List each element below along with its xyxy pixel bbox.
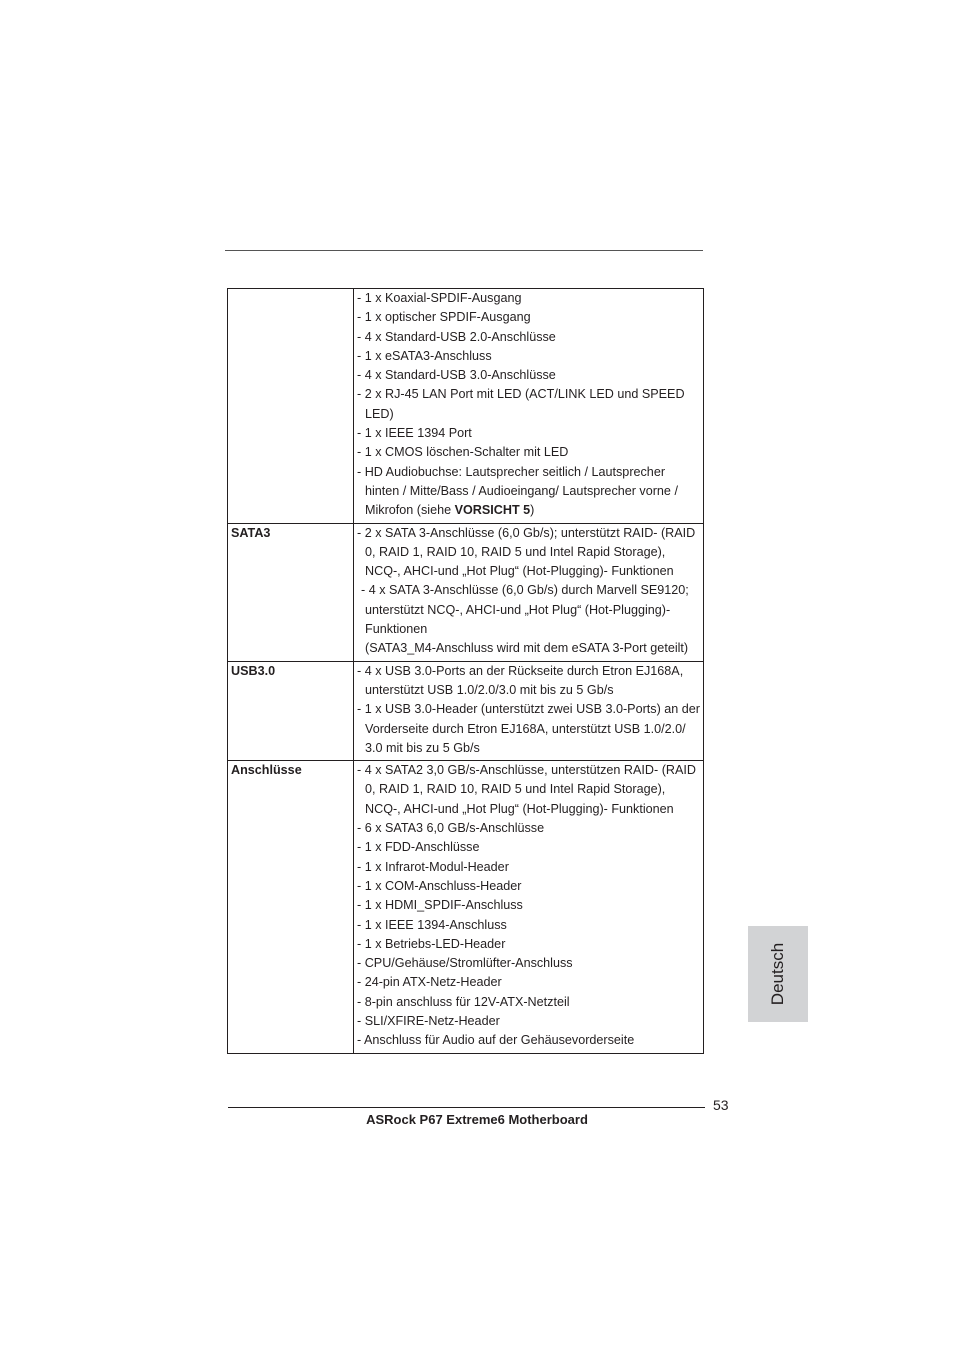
list-item: - 1 x IEEE 1394-Anschluss <box>357 917 507 932</box>
row-label: USB3.0 <box>228 661 354 760</box>
footer-title: ASRock P67 Extreme6 Motherboard <box>366 1112 588 1127</box>
language-tab <box>748 926 808 1022</box>
list-item: - 1 x Koaxial-SPDIF-Ausgang <box>357 291 522 305</box>
list-item: - 1 x Infrarot-Modul-Header <box>357 859 509 874</box>
list-item: - 1 x Betriebs-LED-Header <box>357 936 506 951</box>
specification-table <box>227 288 704 1054</box>
list-item: - 2 x SATA 3-Anschlüsse (6,0 Gb/s); unterstützt RAID- (RAID 0, RAID 1, RAID 10, RAID 5 und Intel Rapid Storage), NCQ-, AHCI-und „Hot Plug“ (Hot-Plugging)- Funktionen <box>357 525 696 579</box>
table-row <box>228 523 704 661</box>
list-item <box>357 463 701 521</box>
row-content <box>354 289 704 524</box>
list-item: - 2 x RJ-45 LAN Port mit LED (ACT/LINK LED und SPEED LED) <box>357 387 685 421</box>
list-item: - 1 x FDD-Anschlüsse <box>357 840 480 855</box>
table-row <box>228 661 704 760</box>
list-item: - 1 x eSATA3-Anschluss <box>357 348 492 363</box>
list-item: - 8-pin anschluss für 12V-ATX-Netzteil <box>357 994 570 1009</box>
list-item: - 4 x Standard-USB 3.0-Anschlüsse <box>357 368 556 383</box>
caution-close: ) <box>530 503 535 518</box>
row-content <box>354 661 704 760</box>
list-item: - 6 x SATA3 6,0 GB/s-Anschlüsse <box>357 821 545 836</box>
list-item: - SLI/XFIRE-Netz-Header <box>357 1013 500 1028</box>
list-item: - 24-pin ATX-Netz-Header <box>357 975 502 990</box>
table-row <box>228 289 704 524</box>
list-item: - 1 x IEEE 1394 Port <box>357 426 472 441</box>
list-item: (SATA3_M4-Anschluss wird mit dem eSATA 3-Port geteilt) <box>365 641 689 656</box>
page-number: 53 <box>713 1097 729 1113</box>
footer-rule <box>228 1107 705 1108</box>
list-item: - 4 x Standard-USB 2.0-Anschlüsse <box>357 329 556 344</box>
list-item: - 1 x CMOS löschen-Schalter mit LED <box>357 445 569 460</box>
list-item-text: - HD Audiobuchse: Lautsprecher seitlich / Lautsprecher hinten / Mitte/Bass / Audioeingang/ Lautsprecher vorne / Mikrofon (siehe <box>357 464 678 518</box>
row-content <box>354 523 704 661</box>
caution-reference: VORSICHT 5 <box>454 503 531 518</box>
list-item: - 1 x HDMI_SPDIF-Anschluss <box>357 898 523 913</box>
header-rule <box>225 250 703 251</box>
row-label: SATA3 <box>228 523 354 661</box>
list-item: - 1 x optischer SPDIF-Ausgang <box>357 310 531 325</box>
list-item: - 1 x COM-Anschluss-Header <box>357 878 522 893</box>
list-item: - 4 x USB 3.0-Ports an der Rückseite durch Etron EJ168A, unterstützt USB 1.0/2.0/3.0 mit bis zu 5 Gb/s <box>357 663 684 697</box>
list-item: - CPU/Gehäuse/Stromlüfter-Anschluss <box>357 956 573 971</box>
list-item: - 1 x USB 3.0-Header (unterstützt zwei USB 3.0-Ports) an der Vorderseite durch Etron EJ168A, unterstützt USB 1.0/2.0/ 3.0 mit bis zu 5 Gb/s <box>357 702 700 755</box>
table-row <box>228 761 704 1053</box>
row-label <box>228 289 354 524</box>
language-tab-label: Deutsch <box>768 942 787 1006</box>
list-item: - 4 x SATA 3-Anschlüsse (6,0 Gb/s) durch Marvell SE9120; unterstützt NCQ-, AHCI-und „Hot Plug“ (Hot-Plugging)- Funktionen <box>361 583 689 637</box>
list-item: - 4 x SATA2 3,0 GB/s-Anschlüsse, unterstützen RAID- (RAID 0, RAID 1, RAID 10, RAID 5 und Intel Rapid Storage), NCQ-, AHCI-und „Hot Plug“ (Hot-Plugging)- Funktionen <box>357 763 696 816</box>
row-label: Anschlüsse <box>228 761 354 1053</box>
row-content <box>354 761 704 1053</box>
list-item: - Anschluss für Audio auf der Gehäusevorderseite <box>357 1033 635 1048</box>
